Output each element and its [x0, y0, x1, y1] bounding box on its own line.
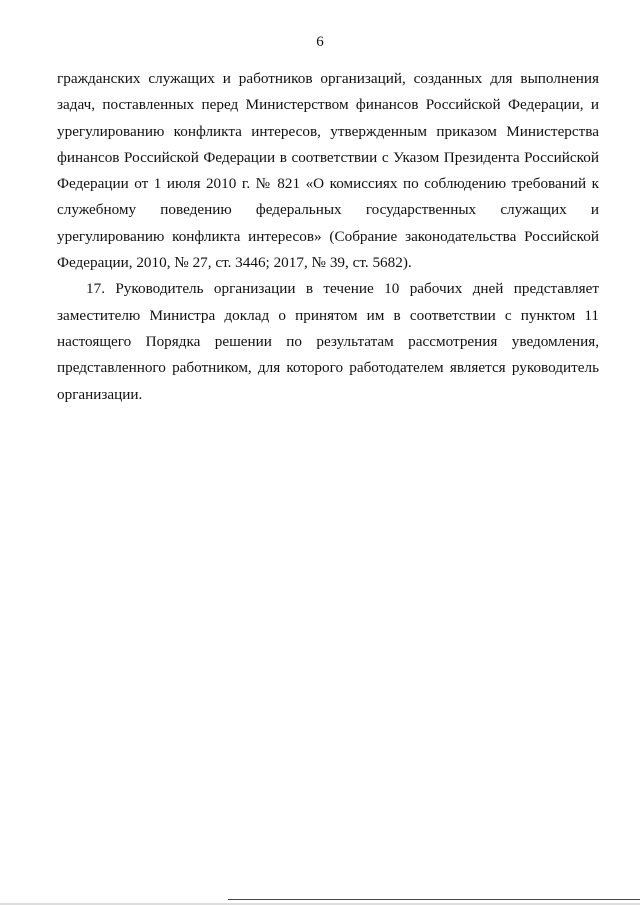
- text-line: заместителю Министра доклад о принятом им в соответствии с пунктом 11: [57, 306, 599, 324]
- text-line: урегулированию конфликта интересов, утвержденным приказом Министерства: [57, 122, 599, 140]
- text-line: 17. Руководитель организации в течение 10 рабочих дней представляет: [86, 280, 599, 298]
- text-line: урегулированию конфликта интересов» (Собрание законодательства Российской: [57, 227, 599, 245]
- document-body: [57, 66, 599, 408]
- text-line: задач, поставленных перед Министерством финансов Российской Федерации, и: [57, 96, 599, 114]
- text-line: гражданских служащих и работников организаций, созданных для выполнения: [57, 70, 599, 87]
- text-line: служебному поведению федеральных государственных служащих и: [57, 201, 599, 219]
- scan-bottom-rule: [228, 899, 640, 900]
- paragraph-17: [57, 276, 599, 407]
- text-line: настоящего Порядка решении по результатам рассмотрения уведомления,: [57, 332, 599, 350]
- paragraph-continuation: [57, 66, 599, 276]
- text-line: Федерации от 1 июля 2010 г. № 821 «О комиссиях по соблюдению требований к: [57, 175, 599, 193]
- text-line: финансов Российской Федерации в соответствии с Указом Президента Российской: [57, 148, 599, 166]
- text-line: представленного работником, для которого работодателем является руководитель: [57, 359, 599, 377]
- text-line: Федерации, 2010, № 27, ст. 3446; 2017, № 39, ст. 5682).: [57, 254, 412, 272]
- page-number: 6: [316, 34, 324, 50]
- text-line: организации.: [57, 385, 143, 403]
